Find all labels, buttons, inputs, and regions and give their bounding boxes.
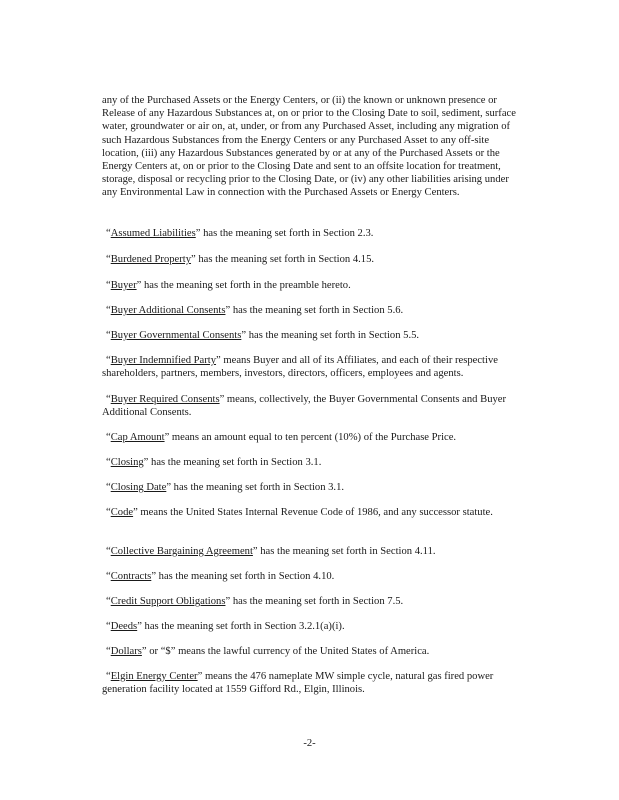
definition-text: ” has the meaning set forth in Section 3.2.1(a)(i). [137, 621, 345, 632]
definition-buyer-required-consents: “Buyer Required Consents” means, collectively, the Buyer Governmental Consents and Buyer Additional Consents. [102, 394, 507, 419]
definition-text: ” has the meaning set forth in the preamble hereto. [136, 280, 351, 291]
definition-text: ” has the meaning set forth in Section 4.15. [191, 254, 375, 265]
defined-term: Code [110, 507, 134, 518]
definition-deeds: “Deeds” has the meaning set forth in Section 3.2.1(a)(i). [106, 621, 345, 632]
definition-text: ” has the meaning set forth in Section 3.1. [143, 457, 322, 468]
definition-text: ” means Buyer and all of its Affiliates, and each of their respective shareholders, partners, members, investors, directors, officers, employees and agents. [102, 355, 498, 380]
defined-term: Closing Date [110, 482, 167, 493]
defined-term: Assumed Liabilities [110, 228, 196, 239]
defined-term: Burdened Property [110, 254, 192, 265]
top-paragraph: any of the Purchased Assets or the Energy Centers, or (ii) the known or unknown presence or Release of any Hazardous Substances at, on or prior to the Closing Date to soil, sediment, surface water, groundwater or air on, at, under, or from any Purchased Asset, including any migration of such Hazardous Substances from the Energy Centers or any Purchased Asset to any off-site location, (iii) any Hazardous Substances generated by or at any of the Purchased Assets or the Energy Centers at, on or prior to the Closing Date and sent to an offsite location for treatment, storage, disposal or recycling prior to the Closing Date, or (iv) any other liabilities arising under any Environmental Law in connection with the Purchased Assets or Energy Centers. [102, 95, 516, 199]
defined-term: Collective Bargaining Agreement [110, 546, 253, 557]
definition-buyer-additional-consents: “Buyer Additional Consents” has the meaning set forth in Section 5.6. [106, 305, 404, 316]
definition-text: ” has the meaning set forth in Section 5.6. [225, 305, 404, 316]
page-number: -2- [303, 738, 316, 749]
defined-term: Buyer Additional Consents [110, 305, 226, 316]
defined-term: Cap Amount [110, 432, 165, 443]
defined-term: Elgin Energy Center [110, 671, 198, 682]
definition-text: ” has the meaning set forth in Section 4.11. [252, 546, 436, 557]
defined-term: Buyer [110, 280, 137, 291]
definition-text: ” has the meaning set forth in Section 7.5. [225, 596, 404, 607]
definition-text: ” means the United States Internal Revenue Code of 1986, and any successor statute. [133, 507, 493, 518]
defined-term: Buyer Governmental Consents [110, 330, 242, 341]
definition-text: ” means an amount equal to ten percent (10%) of the Purchase Price. [164, 432, 457, 443]
definition-text: ” means, collectively, the Buyer Governmental Consents and Buyer Additional Consents. [102, 394, 507, 419]
definition-burdened-property: “Burdened Property” has the meaning set forth in Section 4.15. [106, 254, 375, 265]
definition-text: ” has the meaning set forth in Section 5.5. [241, 330, 420, 341]
definition-text: ” has the meaning set forth in Section 2.3. [195, 228, 374, 239]
defined-term: Contracts [110, 571, 152, 582]
definition-cap-amount: “Cap Amount” means an amount equal to ten percent (10%) of the Purchase Price. [106, 432, 457, 443]
defined-term: Closing [110, 457, 144, 468]
definition-code: “Code” means the United States Internal Revenue Code of 1986, and any successor statute. [106, 507, 493, 518]
definition-collective-bargaining-agreement: “Collective Bargaining Agreement” has the meaning set forth in Section 4.11. [106, 546, 436, 557]
definition-text: ” or “$” means the lawful currency of the United States of America. [141, 646, 430, 657]
defined-term: Dollars [110, 646, 142, 657]
definition-text: ” has the meaning set forth in Section 4.10. [151, 571, 335, 582]
defined-term: Buyer Required Consents [110, 394, 220, 405]
defined-term: Buyer Indemnified Party [110, 355, 217, 366]
definition-closing-date: “Closing Date” has the meaning set forth in Section 3.1. [106, 482, 345, 493]
definition-text: ” means the 476 nameplate MW simple cycle, natural gas fired power generation facility located at 1559 Gifford Rd., Elgin, Illinois. [102, 671, 494, 696]
definition-dollars: “Dollars” or “$” means the lawful currency of the United States of America. [106, 646, 430, 657]
definition-buyer: “Buyer” has the meaning set forth in the preamble hereto. [106, 280, 351, 291]
definition-text: ” has the meaning set forth in Section 3.1. [166, 482, 345, 493]
definition-contracts: “Contracts” has the meaning set forth in Section 4.10. [106, 571, 335, 582]
definition-buyer-governmental-consents: “Buyer Governmental Consents” has the meaning set forth in Section 5.5. [106, 330, 420, 341]
definition-closing: “Closing” has the meaning set forth in Section 3.1. [106, 457, 322, 468]
definition-buyer-indemnified-party: “Buyer Indemnified Party” means Buyer and all of its Affiliates, and each of their respective shareholders, partners, members, investors, directors, officers, employees and agents. [102, 355, 498, 380]
defined-term: Credit Support Obligations [110, 596, 226, 607]
defined-term: Deeds [110, 621, 138, 632]
definition-credit-support-obligations: “Credit Support Obligations” has the meaning set forth in Section 7.5. [106, 596, 404, 607]
definition-elgin-energy-center: “Elgin Energy Center” means the 476 nameplate MW simple cycle, natural gas fired power generation facility located at 1559 Gifford Rd., Elgin, Illinois. [102, 671, 494, 696]
definition-assumed-liabilities: “Assumed Liabilities” has the meaning set forth in Section 2.3. [106, 228, 374, 239]
